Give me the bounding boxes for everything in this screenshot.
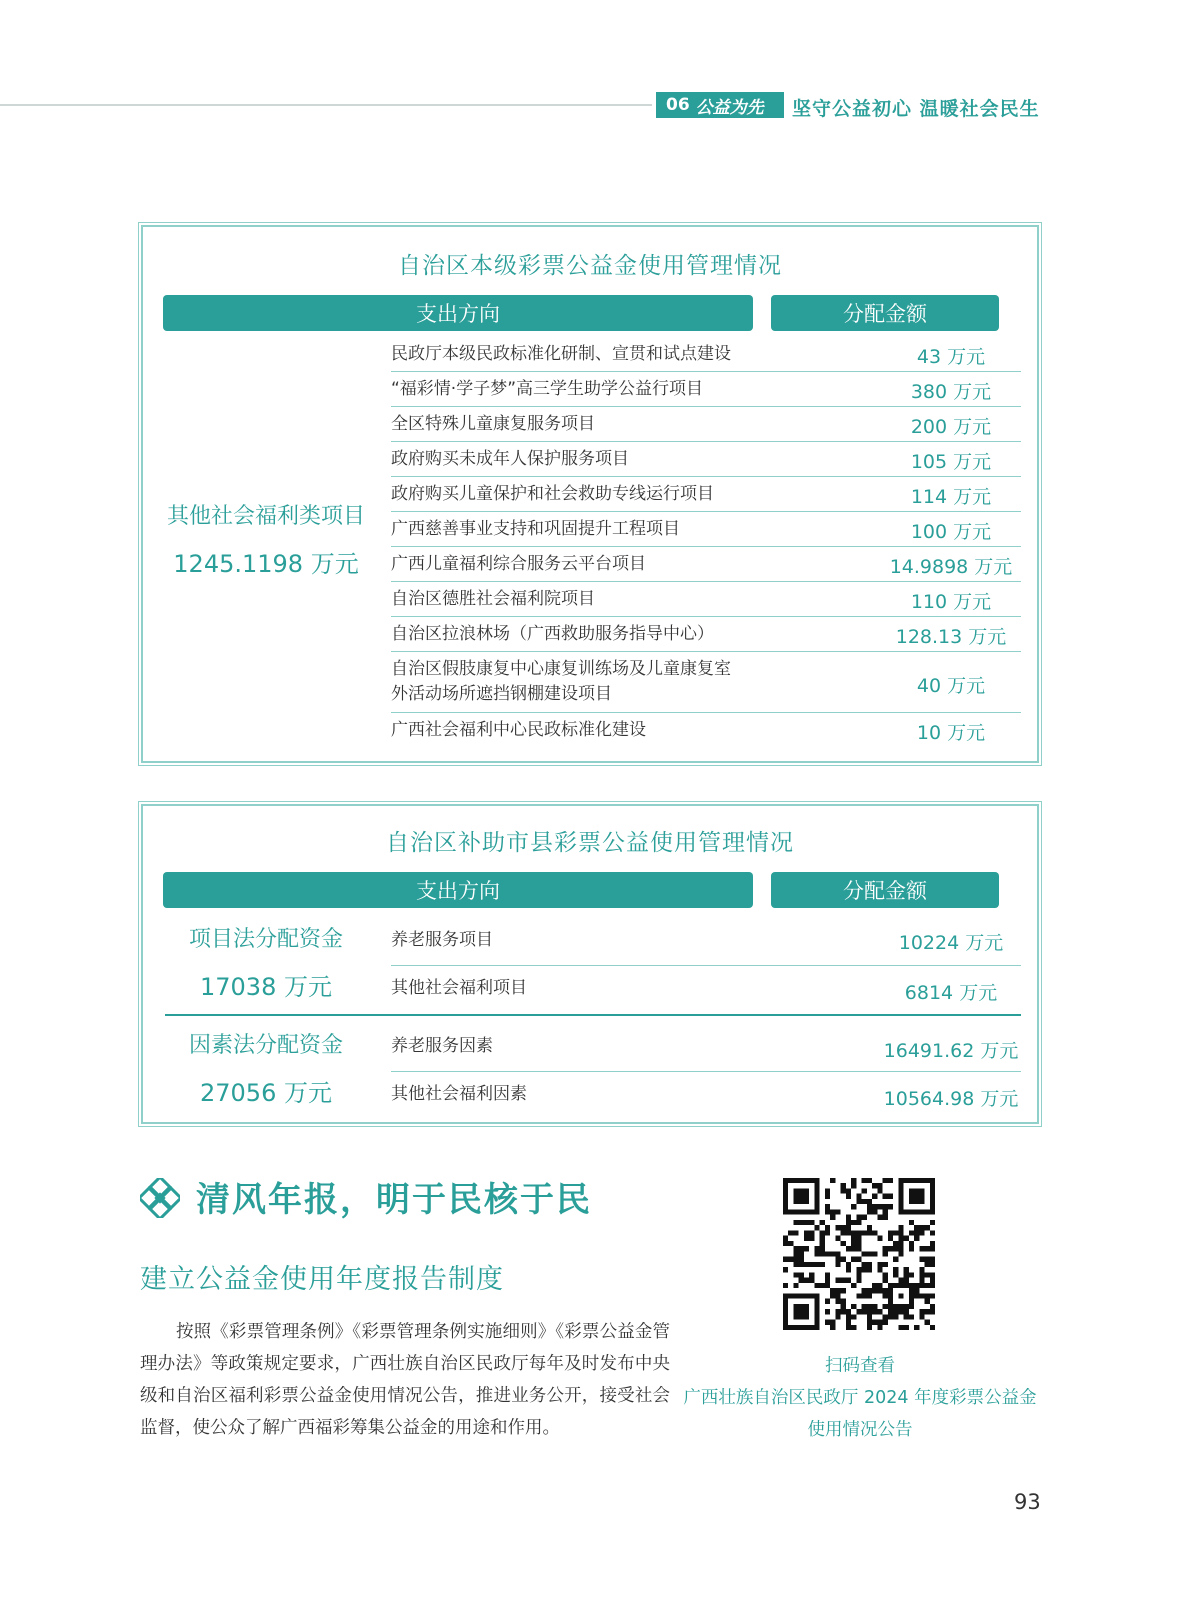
row-label: 其他社会福利项目: [391, 978, 527, 998]
group-label: [163, 1028, 369, 1108]
table-row: [391, 652, 1021, 713]
table-row: [391, 582, 1021, 617]
row-label: 全区特殊儿童康复服务项目: [391, 414, 595, 434]
row-amount: 114 万元: [910, 486, 992, 508]
table-row: [391, 372, 1021, 407]
row-amount: 10564.98 万元: [883, 1088, 1019, 1110]
group-label: [163, 922, 369, 1002]
row-label: 政府购买未成年人保护服务项目: [391, 449, 629, 469]
row-label: 其他社会福利因素: [391, 1084, 527, 1104]
table-title: 自治区本级彩票公益金使用管理情况: [398, 253, 782, 279]
qr-code-icon[interactable]: [783, 1178, 935, 1330]
row-label: 民政厅本级民政标准化研制、宣贯和试点建设: [391, 344, 731, 364]
chapter-series: 公益为先: [695, 97, 764, 118]
row-label: 政府购买儿童保护和社会救助专线运行项目: [391, 484, 714, 504]
section-body: 按照《彩票管理条例》《彩票管理条例实施细则》《彩票公益金管理办法》等政策规定要求，广西壮族自治区民政厅每年及时发布中央级和自治区福利彩票公益金使用情况公告，推进业务公开，接受社会监督，使公众了解广西福彩筹集公益金的用途和作用。: [140, 1322, 670, 1438]
row-amount: 128.13 万元: [895, 626, 1007, 648]
row-amount: 200 万元: [910, 416, 992, 438]
row-label: “福彩情·学子梦”高三学生助学公益行项目: [391, 379, 704, 399]
row-amount: 16491.62 万元: [883, 1040, 1019, 1062]
row-label: 自治区假肢康复中心康复训练场及儿童康复室外活动场所遮挡钢棚建设项目: [391, 659, 731, 704]
row-amount: 100 万元: [910, 521, 992, 543]
group-total: 17038 万元: [200, 973, 332, 1001]
column-header-direction: 支出方向: [163, 872, 753, 908]
table-row: [391, 918, 1021, 966]
group-total: 1245.1198 万元: [173, 550, 359, 578]
row-amount: 110 万元: [910, 591, 992, 613]
table-row: [391, 1072, 1021, 1118]
row-label: 广西社会福利中心民政标准化建设: [391, 720, 646, 740]
table-row: [391, 477, 1021, 512]
qr-caption-line: 扫码查看: [825, 1356, 895, 1376]
row-amount: 6814 万元: [904, 982, 998, 1004]
group-total: 27056 万元: [200, 1079, 332, 1107]
table-row: [391, 512, 1021, 547]
group-name: 项目法分配资金: [188, 927, 343, 952]
row-amount: 105 万元: [910, 451, 992, 473]
table-row: [391, 617, 1021, 652]
table-row: [391, 442, 1021, 477]
table-row: [391, 713, 1021, 748]
row-label: 养老服务项目: [391, 930, 493, 950]
row-amount: 14.9898 万元: [889, 556, 1013, 578]
row-label: 广西慈善事业支持和巩固提升工程项目: [391, 519, 680, 539]
qr-caption-line: 使用情况公告: [807, 1420, 913, 1440]
column-header-amount: 分配金额: [771, 295, 999, 331]
row-label: 自治区德胜社会福利院项目: [391, 589, 595, 609]
row-amount: 380 万元: [910, 381, 992, 403]
row-label: 养老服务因素: [391, 1036, 493, 1056]
section-subtitle: 建立公益金使用年度报告制度: [140, 1264, 504, 1295]
group-name: 因素法分配资金: [188, 1033, 343, 1058]
qr-caption: [680, 1350, 1040, 1446]
table-title: 自治区补助市县彩票公益使用管理情况: [386, 830, 794, 856]
row-label: 自治区拉浪林场（广西救助服务指导中心）: [391, 624, 714, 644]
table-row: [391, 547, 1021, 582]
chapter-number: 06: [666, 95, 690, 115]
row-amount: 43 万元: [916, 346, 986, 368]
qr-caption-line: 广西壮族自治区民政厅 2024 年度彩票公益金: [683, 1388, 1037, 1408]
column-header-direction: 支出方向: [163, 295, 753, 331]
group-name: 其他社会福利类项目: [166, 504, 365, 529]
chapter-title: 坚守公益初心 温暖社会民生: [792, 98, 1040, 120]
column-header-amount: 分配金额: [771, 872, 999, 908]
header-rule: [0, 104, 652, 106]
row-amount: 10224 万元: [898, 932, 1004, 954]
group-divider: [165, 1014, 1021, 1016]
table-county-lottery-fund: [141, 804, 1039, 1124]
table-row: [391, 407, 1021, 442]
row-label: 广西儿童福利综合服务云平台项目: [391, 554, 646, 574]
table-row: [391, 1024, 1021, 1072]
chapter-badge: [656, 92, 784, 118]
decorative-knot-icon: [140, 1178, 180, 1218]
page-number: 93: [1014, 1490, 1041, 1514]
row-amount: 10 万元: [916, 722, 986, 744]
section-title: 清风年报，明于民核于民: [196, 1180, 592, 1220]
table-provincial-lottery-fund: [141, 225, 1039, 763]
table-row: [391, 337, 1021, 372]
table-row: [391, 966, 1021, 1012]
group-label: [163, 499, 369, 579]
row-amount: 40 万元: [916, 675, 986, 697]
